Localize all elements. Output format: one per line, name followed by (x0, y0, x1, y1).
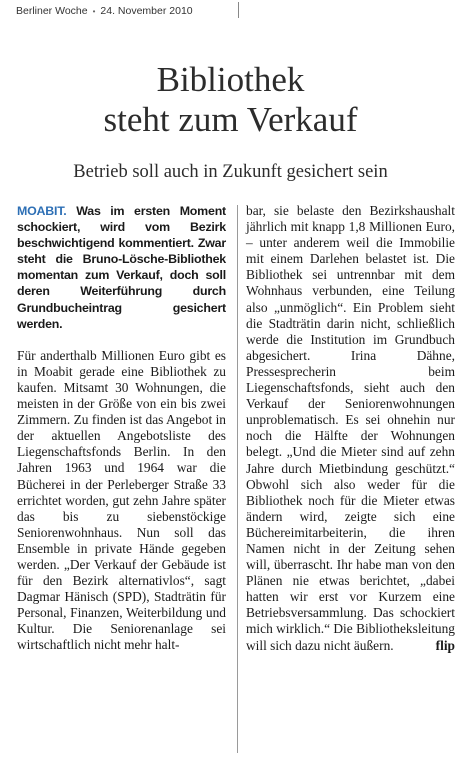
headline-line-1: Bibliothek (156, 60, 305, 99)
lead-text: Was im ersten Moment schockiert, wird vom Bezirk beschwichtigend kommentiert. Zwar steht die Bruno-Lösche-Bibliothek momentan zum Verkauf, doch soll deren Weiterführung durch Grundbucheintrag gesichert werden. (17, 204, 226, 331)
body-text-right (246, 203, 455, 654)
article-lead (17, 203, 226, 332)
publication-name: Berliner Woche (16, 5, 88, 17)
article-column-left (17, 203, 226, 654)
author-byline: flip (435, 637, 455, 653)
body-paragraph-left: Für anderthalb Millionen Euro gibt es in Moabit gerade eine Bibliothek zu kaufen. Mitsamt 30 Wohnungen, die meisten in der Größe von ein bis zwei Zimmern. Zu finden ist das Angebot in der aktuellen Angebotsliste des Liegenschaftsfonds Berlin. In den Jahren 1963 und 1964 war die Bücherei in der Perleberger Straße 33 errichtet worden, gut zehn Jahre später das bis zu siebenstöckige Seniorenwohnhaus. Nun soll das Ensemble in private Hände gegeben werden. „Der Verkauf der Gebäude ist für den Bezirk alternativlos“, sagt Dagmar Hänisch (SPD), Stadträtin für Personal, Finanzen, Weiterbildung und Kultur. Die Seniorenanlage sei wirtschaftlich nicht mehr halt- (17, 347, 226, 653)
article-subheadline: Betrieb soll auch in Zukunft gesichert sein (73, 162, 388, 182)
dateline: MOABIT. (17, 204, 67, 218)
issue-date: 24. November 2010 (100, 5, 193, 17)
header-divider (238, 2, 239, 18)
body-paragraph-right (246, 203, 455, 654)
article-headline (0, 60, 461, 140)
body-paragraph-right-text: bar, sie belaste den Bezirkshaushalt jährlich mit knapp 1,8 Millionen Euro, – unter anderem weil die Immobilie mit einem Darlehen belastet ist. Die Bibliothek sei untrennbar mit dem Wohnhaus verbunden, eine Teilung also „unmöglich“. Ein Problem sieht die Stadträtin darin nicht, schließlich werde die Institution im Grundbuch abgesichert. Irina Dähne, Pressesprecherin beim Liegenschaftsfonds, sieht auch den Verkauf der Seniorenwohnungen unproblematisch. Es sei ohnehin nur noch die Hälfte der Wohnungen belegt. „Und die Mieter sind auf zehn Jahre durch Mietbindung geschützt.“ Obwohl sich also weder für die Bibliothek noch für die Mieter etwas ändern wird, zeigte sich eine Büchereimitarbeiterin, die ihren Namen nicht in der Zeitung sehen will, überrascht. Ihr habe man von den Plänen nie etwas berichtet, „dabei hatten wir erst vor Kurzem eine Betriebsversammlung. Das schockiert mich wirklich.“ Die Bibliotheksleitung will sich dazu nicht äußern. (246, 203, 456, 653)
body-text-left (17, 348, 226, 654)
headline-line-2: steht zum Verkauf (103, 100, 358, 139)
page-header (16, 3, 193, 19)
article-column-right (246, 203, 455, 654)
column-divider (237, 205, 238, 753)
bullet-separator: • (92, 6, 96, 16)
